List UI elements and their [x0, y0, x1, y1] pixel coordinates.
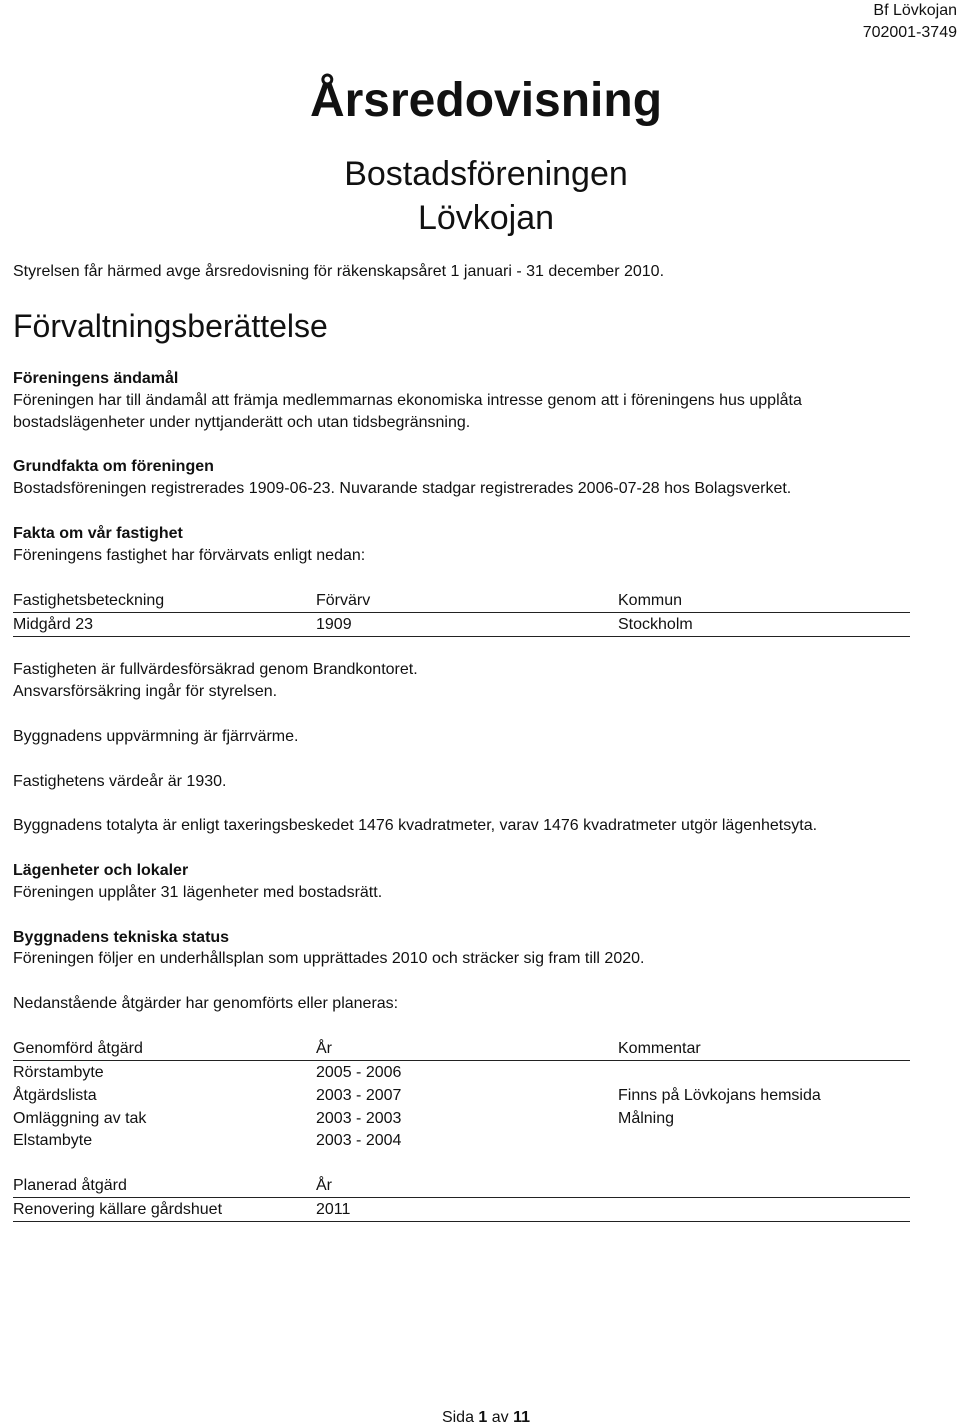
page-separator: av [491, 1409, 509, 1426]
apartments-heading: Lägenheter och lokaler [13, 862, 189, 879]
property-heading: Fakta om vår fastighet [13, 525, 183, 542]
basic-facts-text: Bostadsföreningen registrerades 1909-06-23. Nuvarande stadgar registrerades 2006-07-28 hos Bolagsverket. [13, 480, 792, 497]
table-cell: 2011 [316, 1201, 351, 1218]
page-number: 1 [478, 1409, 488, 1426]
table-cell: Rörstambyte [13, 1064, 104, 1081]
table-cell: Elstambyte [13, 1132, 93, 1149]
table-cell: Stockholm [618, 616, 693, 633]
table-row [13, 1198, 910, 1222]
document-header [863, 0, 957, 44]
table-cell: Finns på Lövkojans hemsida [618, 1087, 821, 1104]
technical-text: Föreningen följer en underhållsplan som upprättades 2010 och sträcker sig fram till 2020. [13, 950, 645, 967]
purpose-line-1: Föreningen har till ändamål att främja medlemmarnas ekonomiska intresse genom att i föreningens hus upplåta [13, 392, 802, 409]
table-cell: Målning [618, 1110, 675, 1127]
column-header: År [316, 1040, 332, 1057]
intro-text: Styrelsen får härmed avge årsredovisning för räkenskapsåret 1 januari - 31 december 2010. [13, 263, 665, 280]
subtitle-line-1: Bostadsföreningen [344, 155, 628, 193]
header-org-name: Bf Lövkojan [873, 2, 957, 19]
column-header: År [316, 1177, 332, 1194]
table-cell: 2003 - 2007 [316, 1087, 402, 1104]
area-text: Byggnadens totalyta är enligt taxeringsbeskedet 1476 kvadratmeter, varav 1476 kvadratmeter utgör lägenhetsyta. [13, 817, 818, 834]
done-table-header [13, 1037, 910, 1061]
table-cell: Åtgärdslista [13, 1087, 97, 1104]
table-cell: 2003 - 2003 [316, 1110, 402, 1127]
technical-heading: Byggnadens tekniska status [13, 929, 230, 946]
column-header: Kommun [618, 592, 683, 609]
column-header: Fastighetsbeteckning [13, 592, 165, 609]
section-title: Förvaltningsberättelse [13, 308, 328, 344]
document-title: Årsredovisning [309, 74, 663, 127]
table-cell: 2003 - 2004 [316, 1132, 402, 1149]
column-header: Förvärv [316, 592, 371, 609]
table-cell: Midgård 23 [13, 616, 94, 633]
table-row [13, 613, 910, 637]
page-footer [0, 1408, 960, 1428]
basic-facts-heading: Grundfakta om föreningen [13, 458, 214, 475]
table-cell: 2005 - 2006 [316, 1064, 402, 1081]
table-row [13, 1129, 910, 1152]
subtitle-line-2: Lövkojan [417, 199, 555, 237]
page-prefix: Sida [441, 1409, 474, 1426]
planned-table-header [13, 1174, 910, 1198]
column-header: Planerad åtgärd [13, 1177, 127, 1194]
purpose-heading: Föreningens ändamål [13, 370, 179, 387]
apartments-text: Föreningen upplåter 31 lägenheter med bostadsrätt. [13, 884, 383, 901]
page-total: 11 [513, 1409, 531, 1426]
column-header: Genomförd åtgärd [13, 1040, 143, 1057]
table-row [13, 1107, 910, 1130]
table-row [13, 1084, 910, 1107]
insurance-line-2: Ansvarsförsäkring ingår för styrelsen. [13, 683, 278, 700]
property-table-header [13, 589, 910, 613]
tax-year-text: Fastighetens värdeår är 1930. [13, 773, 227, 790]
header-org-number: 702001-3749 [862, 24, 957, 41]
measures-intro: Nedanstående åtgärder har genomförts eller planeras: [13, 995, 399, 1012]
heating-text: Byggnadens uppvärmning är fjärrvärme. [13, 728, 299, 745]
property-text: Föreningens fastighet har förvärvats enligt nedan: [13, 547, 366, 564]
insurance-line-1: Fastigheten är fullvärdesförsäkrad genom Brandkontoret. [13, 661, 418, 678]
table-cell: 1909 [316, 616, 352, 633]
table-row [13, 1061, 910, 1084]
table-cell: Omläggning av tak [13, 1110, 147, 1127]
column-header: Kommentar [618, 1040, 701, 1057]
purpose-line-2: bostadslägenheter under nyttjanderätt och utan tidsbegränsning. [13, 414, 471, 431]
table-cell: Renovering källare gårdshuet [13, 1201, 223, 1218]
